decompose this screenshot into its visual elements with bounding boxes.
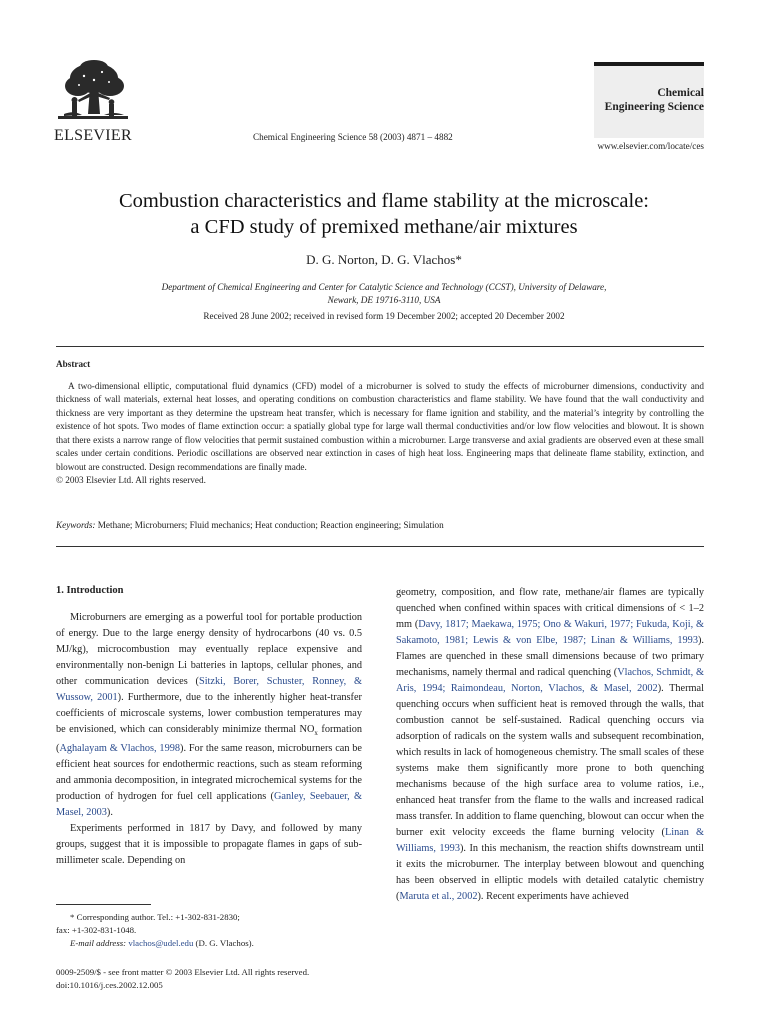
affiliation-line2: Newark, DE 19716-3110, USA bbox=[327, 295, 441, 305]
journal-name bbox=[594, 86, 704, 114]
abstract-text: A two-dimensional elliptic, computational fluid dynamics (CFD) model of a microburner is solved to study the effects of microburner dimensions, conductivity and thickness of wall materials, external heat losses, and operating conditions on combustion characteristics and flame stability. We have found that the wall conductivity and thickness are very important as they determine the upstream heat transfer, which is necessary for flame ignition and stability, and the material’s integrity by controlling the existence of hot spots. Two modes of flame extinction occur: a spatially global type for large wall thermal conductivities and/or low flow velocities and blowout. It is shown that there exists a narrow range of flow velocities that permit sustained combustion within a microburner. Large transverse and axial gradients are observed even at these small scales under certain conditions. Periodic oscillations are observed near extinction in cases of high heat loss. Engineering maps that delineate flame stability, extinction, and blowout are constructed. Design recommendations are finally made. bbox=[56, 381, 704, 472]
journal-name-line1: Chemical bbox=[657, 87, 704, 99]
email-suffix: (D. G. Vlachos). bbox=[193, 938, 254, 948]
keywords-label: Keywords: bbox=[56, 520, 96, 530]
page-footer bbox=[56, 966, 362, 992]
left-column bbox=[56, 610, 362, 869]
citation-link[interactable]: Sitzki, Borer, Schuster, Ronney, & Wussow, 2001 bbox=[56, 676, 362, 703]
paragraph: Experiments performed in 1817 by Davy, and followed by many groups, suggest that it is impossible to propagate flames in gaps of sub-millimeter scale. Depending on bbox=[56, 823, 362, 867]
received-dates: Received 28 June 2002; received in revised form 19 December 2002; accepted 20 December 2002 bbox=[203, 311, 565, 321]
citation-link[interactable]: Maruta et al., 2002 bbox=[399, 891, 478, 902]
footnote-line2: fax: +1-302-831-1048. bbox=[56, 925, 137, 935]
email-label: E-mail address: bbox=[70, 938, 127, 948]
section-heading: 1. Introduction bbox=[56, 585, 124, 596]
body-text: ). Flames are quenched in these small dimensions because of two primary mechanisms, namely thermal and radical quenching ( bbox=[396, 635, 704, 678]
article-title bbox=[40, 188, 728, 240]
citation-link[interactable]: Ganley, Seebauer, & Masel, 2003 bbox=[56, 791, 362, 819]
abstract-body bbox=[56, 380, 704, 488]
body-text: geometry, composition, and flow rate, methane/air flames are typically quenched when confined within spaces with critical dimensions of < 1–2 mm ( bbox=[396, 587, 704, 630]
keywords-list: Methane; Microburners; Fluid mechanics; Heat conduction; Reaction engineering; Simulation bbox=[97, 520, 444, 530]
body-text: ). In this mechanism, the reaction shifts downstream until it exits the microburner. The interplay between blowout and quenching has been observed in elliptic models with detailed catalytic chemistry ( bbox=[396, 843, 704, 902]
citation-link[interactable]: Davy, 1817; Maekawa, 1975; Ono & Wakuri, 1977; Fukuda, Koji, & Sakamoto, 1981; Lewis & von Elbe, 1987; Linan & Williams, 1993 bbox=[396, 619, 704, 646]
issn-line: 0009-2509/$ - see front matter © 2003 Elsevier Ltd. All rights reserved. bbox=[56, 967, 310, 977]
journal-url-link[interactable]: www.elsevier.com/locate/ces bbox=[597, 141, 704, 151]
author-affiliation bbox=[80, 281, 688, 307]
body-text: ). bbox=[106, 807, 113, 819]
body-text: Microburners are emerging as a powerful tool for portable production of energy. Due to the large energy density of hydrocarbons (40 vs. 0.5 MJ/kg), microcombustion may eventually replace expensive and environmentally non-benign Li batteries in laptops, cellular phones, and other communication devices ( bbox=[56, 612, 362, 687]
body-text: ). Furthermore, due to the inherently higher heat-transfer coefficients of microscale systems, lower combustion temperatures may be envisioned, which can considerably minimize thermal NO bbox=[56, 692, 362, 735]
footnote-line1: * Corresponding author. Tel.: +1-302-831-2830; bbox=[70, 912, 240, 922]
body-text: formation ( bbox=[56, 724, 362, 755]
keywords bbox=[56, 520, 704, 530]
abstract-copyright: © 2003 Elsevier Ltd. All rights reserved. bbox=[56, 475, 206, 486]
body-text: ). Recent experiments have achieved bbox=[477, 891, 629, 902]
footnote-email bbox=[56, 937, 362, 950]
article-title-line2: a CFD study of premixed methane/air mixtures bbox=[190, 216, 578, 238]
citation-link[interactable]: Vlachos, Schmidt, & Aris, 1994; Raimondeau, Norton, Vlachos, & Masel, 2002 bbox=[396, 667, 704, 694]
abstract-bottom-rule bbox=[56, 546, 704, 547]
article-authors: D. G. Norton, D. G. Vlachos* bbox=[306, 252, 462, 267]
citation-link[interactable]: Aghalayam & Vlachos, 1998 bbox=[59, 743, 181, 755]
email-link[interactable]: vlachos@udel.edu bbox=[128, 938, 194, 948]
elsevier-tree-logo bbox=[54, 58, 132, 128]
subscript: x bbox=[314, 729, 318, 738]
affiliation-line1: Department of Chemical Engineering and Center for Catalytic Science and Technology (CCST), University of Delaware, bbox=[161, 282, 607, 292]
footnote bbox=[56, 911, 362, 950]
journal-citation: Chemical Engineering Science 58 (2003) 4871 – 4882 bbox=[253, 132, 453, 142]
right-column bbox=[396, 585, 704, 905]
paragraph bbox=[56, 610, 362, 821]
body-text: ). For the same reason, microburners can be efficient heat sources for endothermic reactions, such as steam reforming and ammonia decomposition, in integrated microchemical systems for the production of hydrogen for fuel cell applications ( bbox=[56, 743, 363, 803]
citation-link[interactable]: Linan & Williams, 1993 bbox=[396, 827, 704, 854]
doi-line[interactable]: doi:10.1016/j.ces.2002.12.005 bbox=[56, 980, 163, 990]
paragraph bbox=[396, 585, 704, 905]
journal-name-line2: Engineering Science bbox=[604, 101, 704, 113]
footnote-rule bbox=[56, 904, 151, 905]
publisher-name: ELSEVIER bbox=[54, 127, 132, 144]
article-title-line1: Combustion characteristics and flame stability at the microscale: bbox=[119, 190, 649, 212]
body-text: ). Thermal quenching occurs when sufficient heat is removed through the walls, that combustion cannot be self-sustained. Radical quenching occurs via adsorption of radicals on the system walls and subsequent recombination, which results in lack of homogeneous chemistry. The small scales of these systems make them significantly more prone to both quenching mechanisms because of the high surface area to volume ratios, i.e., enhanced heat transfer from the flame to the walls and increased radical mass transfer. In addition to flame quenching, blowout can occur when the burner exit velocity exceeds the flame burning velocity ( bbox=[396, 683, 704, 838]
abstract-heading: Abstract bbox=[56, 359, 91, 369]
abstract-top-rule bbox=[56, 346, 704, 347]
